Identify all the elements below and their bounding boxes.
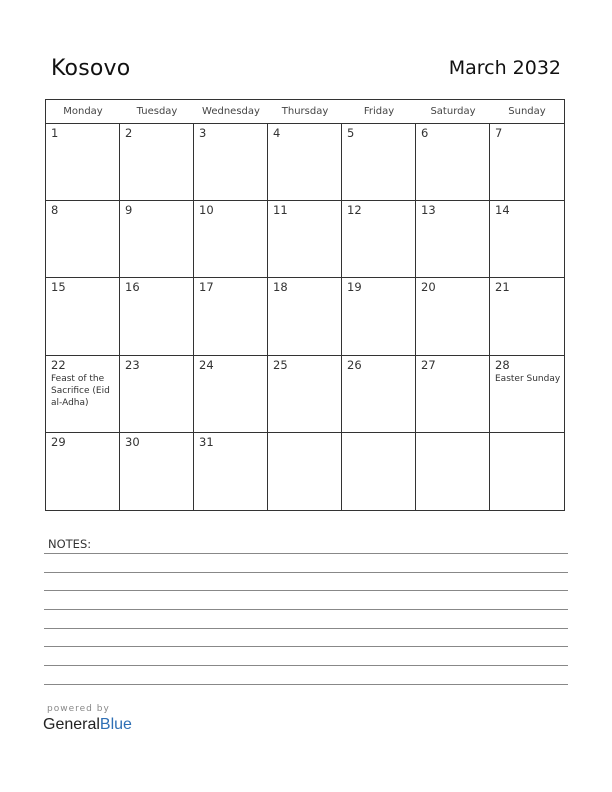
day-number: 1: [51, 126, 59, 140]
day-number: 6: [421, 126, 429, 140]
day-cell[interactable]: [46, 278, 120, 355]
day-number: 23: [125, 357, 140, 372]
generalblue-logo[interactable]: [43, 716, 132, 734]
day-number: 24: [199, 357, 214, 372]
day-number: 2: [125, 126, 133, 140]
day-number: 21: [495, 280, 510, 295]
powered-by-text: powered by: [47, 704, 110, 714]
day-cell[interactable]: [490, 124, 564, 201]
note-line: [44, 609, 568, 610]
day-cell[interactable]: [416, 201, 490, 278]
weekday-header: Monday: [63, 106, 103, 117]
day-cell[interactable]: [342, 356, 416, 433]
day-number: 31: [199, 434, 214, 449]
day-cell[interactable]: [268, 278, 342, 355]
weekday-header: Friday: [363, 106, 395, 117]
day-number: 22: [51, 357, 66, 372]
day-cell[interactable]: [416, 356, 490, 433]
day-number: 7: [495, 126, 503, 140]
day-cell[interactable]: [120, 201, 194, 278]
day-cell[interactable]: [490, 201, 564, 278]
day-number: 11: [273, 203, 288, 218]
day-cell[interactable]: [416, 278, 490, 355]
note-line: [44, 628, 568, 629]
country-title: Kosovo: [51, 56, 131, 81]
day-cell[interactable]: [268, 433, 342, 510]
day-cell[interactable]: [120, 433, 194, 510]
day-number: 8: [51, 203, 59, 218]
note-line: [44, 590, 568, 591]
day-cell[interactable]: [194, 356, 268, 433]
day-cell[interactable]: [194, 278, 268, 355]
day-number: 9: [125, 203, 133, 218]
day-cell[interactable]: [46, 433, 120, 510]
day-number: 12: [347, 203, 362, 218]
day-cell[interactable]: [194, 124, 268, 201]
weekday-header: Wednesday: [202, 106, 260, 117]
day-number: 17: [199, 280, 214, 295]
weekday-header: Sunday: [508, 106, 546, 117]
day-number: 29: [51, 434, 66, 449]
day-number: 20: [421, 280, 436, 295]
day-number: 4: [273, 126, 281, 140]
notes-label: NOTES:: [48, 537, 92, 551]
day-cell[interactable]: [490, 356, 564, 433]
day-cell[interactable]: [268, 124, 342, 201]
day-cell[interactable]: [268, 201, 342, 278]
day-cell[interactable]: [268, 356, 342, 433]
day-cell[interactable]: [194, 201, 268, 278]
day-cell[interactable]: [46, 201, 120, 278]
day-number: 3: [199, 126, 207, 140]
day-cell[interactable]: [416, 433, 490, 510]
weekday-header: Saturday: [430, 106, 476, 117]
day-cell[interactable]: [46, 124, 120, 201]
holiday-label: Easter Sunday: [495, 373, 561, 384]
day-cell[interactable]: [342, 278, 416, 355]
day-cell[interactable]: [46, 356, 120, 433]
note-line: [44, 572, 568, 573]
weekday-header: Tuesday: [136, 106, 178, 117]
day-number: 10: [199, 203, 214, 218]
day-number: 19: [347, 280, 362, 295]
holiday-label: Feast of the Sacrifice (Eid al-Adha): [51, 373, 110, 408]
day-cell[interactable]: [490, 433, 564, 510]
day-number: 13: [421, 203, 436, 218]
day-number: 5: [347, 126, 355, 140]
month-title: March 2032: [448, 57, 561, 79]
day-cell[interactable]: [342, 124, 416, 201]
day-cell[interactable]: [120, 124, 194, 201]
day-number: 14: [495, 203, 510, 218]
day-number: 16: [125, 280, 140, 295]
brand-blue: Blue: [99, 716, 132, 733]
day-cell[interactable]: [342, 433, 416, 510]
day-cell[interactable]: [416, 124, 490, 201]
day-cell[interactable]: [194, 433, 268, 510]
weekday-header: Thursday: [281, 106, 329, 117]
weekday-header-row: [46, 100, 564, 124]
day-number: 18: [273, 280, 288, 295]
day-number: 26: [347, 357, 362, 372]
day-cell[interactable]: [342, 201, 416, 278]
note-line: [44, 553, 568, 554]
brand-general: General: [43, 716, 100, 733]
note-line: [44, 684, 568, 685]
day-number: 15: [51, 280, 66, 295]
day-cell[interactable]: [120, 278, 194, 355]
day-number: 28: [495, 357, 510, 372]
day-cell[interactable]: [490, 278, 564, 355]
day-cell[interactable]: [120, 356, 194, 433]
day-number: 25: [273, 357, 288, 372]
note-line: [44, 646, 568, 647]
day-number: 30: [125, 434, 140, 449]
note-line: [44, 665, 568, 666]
calendar-grid: [45, 99, 565, 511]
day-number: 27: [421, 357, 436, 372]
